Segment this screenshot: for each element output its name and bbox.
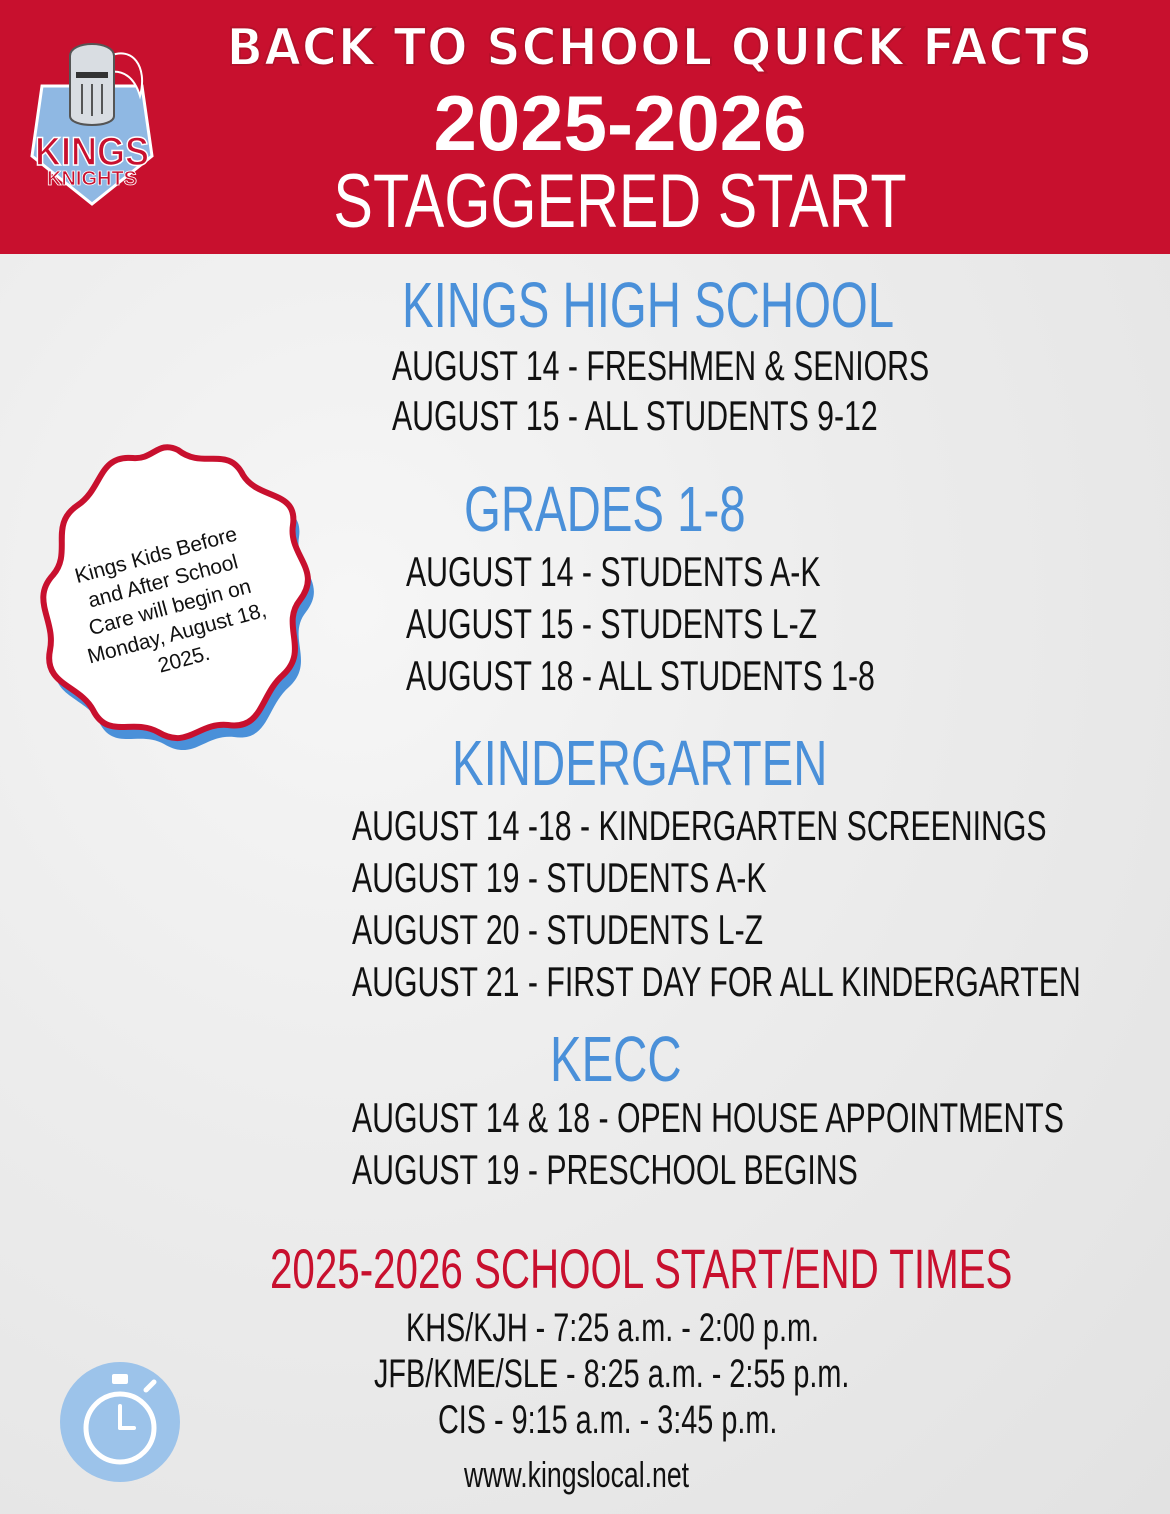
- section-title-kecc: KECC: [550, 1023, 682, 1095]
- stopwatch-icon: [58, 1360, 182, 1484]
- section-title-kindergarten: KINDERGARTEN: [452, 727, 828, 799]
- kindergarten-line: AUGUST 21 - FIRST DAY FOR ALL KINDERGARTEN: [352, 958, 1081, 1005]
- grades-line: AUGUST 15 - STUDENTS L-Z: [406, 600, 818, 647]
- kecc-line: AUGUST 14 & 18 - OPEN HOUSE APPOINTMENTS: [352, 1094, 1064, 1141]
- kecc-line: AUGUST 19 - PRESCHOOL BEGINS: [352, 1146, 858, 1193]
- time-line: CIS - 9:15 a.m. - 3:45 p.m.: [438, 1398, 778, 1442]
- grades-line: AUGUST 14 - STUDENTS A-K: [406, 548, 821, 595]
- high-school-line: AUGUST 14 - FRESHMEN & SENIORS: [392, 342, 930, 389]
- flyer-title: BACK TO SCHOOL QUICK FACTS: [226, 18, 1094, 78]
- section-title-grades: GRADES 1-8: [464, 473, 746, 545]
- website-link[interactable]: www.kingslocal.net: [464, 1454, 690, 1495]
- kindergarten-line: AUGUST 20 - STUDENTS L-Z: [352, 906, 764, 953]
- school-year: 2025-2026: [433, 79, 807, 167]
- high-school-line: AUGUST 15 - ALL STUDENTS 9-12: [392, 392, 878, 439]
- kindergarten-line: AUGUST 19 - STUDENTS A-K: [352, 854, 767, 901]
- before-after-care-note: Kings Kids Before and After School Care will begin on Monday, August 18, 2025.: [72, 522, 269, 678]
- kindergarten-line: AUGUST 14 -18 - KINDERGARTEN SCREENINGS: [352, 802, 1047, 849]
- logo-word-kings: KINGS: [34, 130, 150, 174]
- grades-line: AUGUST 18 - ALL STUDENTS 1-8: [406, 652, 875, 699]
- header-banner: [0, 0, 1170, 254]
- logo-word-knights: KNIGHTS: [47, 168, 137, 190]
- flyer-subtitle: STAGGERED START: [333, 159, 907, 244]
- time-line: KHS/KJH - 7:25 a.m. - 2:00 p.m.: [406, 1306, 819, 1350]
- times-title: 2025-2026 SCHOOL START/END TIMES: [270, 1237, 1013, 1300]
- section-title-high-school: KINGS HIGH SCHOOL: [402, 269, 895, 341]
- time-line: JFB/KME/SLE - 8:25 a.m. - 2:55 p.m.: [374, 1352, 850, 1396]
